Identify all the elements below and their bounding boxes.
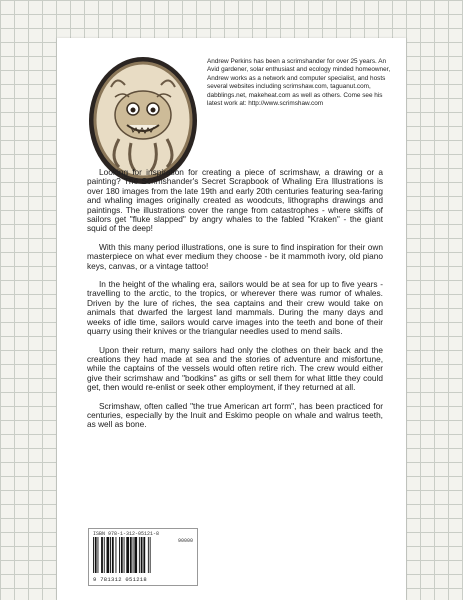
paragraph-whaling-era: In the height of the whaling era, sailors would be at sea for up to five years - travelling to the arctic, to the tropics, or wherever there was rumor of whales. Driven by the lure of riches, the sea captains and their crew would take on animals that dwarfed the largest land mammals. During the many days and weeks of idle time, sailors would carve images into the teeth and bone of their quarry using their knives or the triangular needles used to mend sails.: [87, 279, 383, 337]
barcode-digits: 9 781312 051218: [93, 576, 148, 583]
body-text: [87, 168, 383, 439]
paragraph-intro: Looking for inspiration for creating a piece of scrimshaw, a drawing or a painting? The Scrimshander's Secret Scrapbook of Whaling Era Illustrations is over 180 images from the late 19th and early 20th centuries featuring sea-faring and whaling images originally created as woodcuts, lithographs drawings and paintings. The illustrations cover the range from catastrophes - where skiffs of sailors get "fluke slapped" by angry whales to the fabled "Kraken" - the giant squid of the deep!: [87, 167, 383, 234]
paragraph-inspiration: With this many period illustrations, one is sure to find inspiration for their own masterpiece on what ever medium they choose - be it mammoth ivory, old piano keys, canvas, or a vintage tattoo!: [87, 241, 383, 271]
price-code: 90000: [177, 538, 193, 544]
back-cover-page: [57, 38, 406, 600]
isbn-number: ISBN 978-1-312-05121-8: [93, 531, 160, 537]
barcode-box: [88, 528, 198, 586]
barcode-icon: [93, 537, 169, 573]
paragraph-art-form: Scrimshaw, often called "the true American art form", has been practiced for centuries, especially by the Inuit and Eskimo people on whale and walrus teeth, as well as bone.: [87, 400, 383, 430]
author-bio: Andrew Perkins has been a scrimshander for over 25 years. An Avid gardener, solar enthusiast and ecology minded homeowner, Andrew works as a network and computer specialist, and hosts several websites including scrimshaw.com, taguanut.com, dabblings.net, makeheat.com as well as others. Come see his latest work at: http://www.scrimshaw.com: [207, 58, 391, 108]
paragraph-return: Upon their return, many sailors had only the clothes on their back and the creations they had made at sea and the stories of adventure and misfortune, while the captains of the vessels would often retire rich. The crew would either give their scrimshaw and "bodkins" as gifts or sell them for what little they could get, then would re-enlist or seek other employment, if they returned at all.: [87, 344, 383, 393]
author-photo: [89, 57, 197, 184]
scrimshaw-kraken-carving-icon: [89, 57, 197, 184]
